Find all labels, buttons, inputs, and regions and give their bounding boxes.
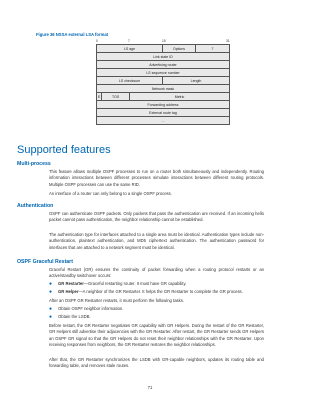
diagram-row — [96, 101, 230, 109]
term-description: —A neighbor of the GR Restarter. It helps the GR Restarter to complete the GR process. — [78, 289, 243, 294]
field-metric: Metric — [174, 94, 185, 99]
heading-ospf-graceful-restart: OSPF Graceful Restart — [17, 259, 73, 265]
bit-label-7: 7 — [128, 39, 130, 43]
field-network-mask: Network mask — [151, 86, 175, 91]
diagram-row — [96, 117, 230, 125]
gr-paragraph-4: After that, the GR Restarter synchronizes the LSDB with GR-capable neighbors, updates its routing table and forwarding table, and removes stale routes. — [49, 357, 264, 369]
field-advertising-router: Advertising router — [149, 62, 177, 67]
diagram-row — [96, 85, 230, 93]
field-forwarding-address: Forwarding address — [147, 102, 179, 107]
figure-caption: Figure 36 NSSA external LSA format — [36, 32, 109, 37]
heading-multi-process: Multi-process — [17, 161, 51, 167]
authentication-paragraph-2: The authentication type for interfaces attached to a single area must be identical. Authentication types include non-authentication, plaintext authentication, and MD5 ciphertext authentication. The authentication password for interfaces that are attached to a network segment must be identical. — [49, 232, 264, 250]
field-options: Options — [163, 45, 196, 52]
bullet-icon: ● — [49, 289, 53, 295]
term-description: —Graceful restarting router. It must have GR capability. — [83, 281, 187, 286]
bullet-icon: ● — [49, 314, 53, 320]
authentication-paragraph-1: OSPF can authenticate OSPF packets. Only packets that pass the authentication are received. If an incoming hello packet cannot pass authentication, the neighbor relationship cannot be established. — [49, 211, 264, 223]
gr-paragraph-1: Graceful Restart (GR) ensures the continuity of packet forwarding when a routing protocol restarts or an active/standby switchover occurs: — [49, 267, 264, 279]
field-e-bit: E — [97, 94, 101, 99]
heading-authentication: Authentication — [17, 203, 54, 209]
field-length: Length — [190, 78, 202, 83]
section-title: Supported features — [17, 144, 111, 156]
diagram-row — [96, 69, 230, 77]
multi-process-paragraph-2: An interface of a router can only belong to a single OSPF process. — [49, 191, 172, 196]
multi-process-paragraph-1: This feature allows multiple OSPF processes to run on a router both simultaneously and independently. Routing information interactions between different processes simulate interactions between different routing protocols. Multiple OSPF processes can use the same RID. — [49, 169, 264, 187]
list-item — [49, 314, 264, 321]
bit-label-0: 0 — [96, 39, 98, 43]
gr-paragraph-3: Before restart, the GR Restarter negotiates GR capability with GR Helpers. During the restart of the GR Restarter, GR Helpers still advertise their adjacencies with the GR Restarter. After restart, the GR Restarter sends GR Helpers an OSPF GR signal so that the GR Helpers do not reset their neighbor relationships with the GR Restarter. Upon receiving responses from neighbors, the GR Restarter restores the neighbor relationships. — [49, 323, 264, 348]
list-item-text — [58, 281, 264, 287]
term-gr-restarter: GR Restarter — [58, 281, 84, 286]
diagram-row — [96, 45, 230, 53]
page-number: 71 — [147, 385, 153, 390]
gr-paragraph-2: After an OSPF GR Restarter restarts, it must perform the following tasks. — [49, 298, 184, 303]
diagram-row — [96, 109, 230, 117]
list-item — [49, 281, 264, 288]
diagram-row — [96, 61, 230, 69]
list-item-text: Obtain OSPF neighbor information. — [58, 306, 124, 311]
diagram-row — [96, 77, 230, 85]
list-item — [49, 306, 264, 313]
field-external-route-tag: External route tag — [149, 110, 177, 115]
field-tos: TOS — [102, 93, 130, 100]
bit-label-15: 15 — [162, 39, 166, 43]
term-gr-helper: GR Helper — [58, 289, 79, 294]
list-item-text — [58, 289, 264, 295]
field-ls-sequence-number: LS sequence number — [146, 70, 180, 75]
list-item — [49, 289, 264, 296]
bullet-icon: ● — [49, 281, 53, 287]
bit-label-31: 31 — [226, 39, 230, 43]
list-item-text: Obtain the LSDB. — [58, 314, 91, 319]
bullet-icon: ● — [49, 306, 53, 312]
field-ls-type: 7 — [211, 46, 214, 51]
diagram-row — [96, 53, 230, 61]
lsa-format-diagram — [96, 44, 230, 125]
field-ls-checksum: LS checksum — [97, 77, 163, 84]
diagram-row — [96, 93, 230, 101]
field-link-state-id: Link state ID — [153, 54, 173, 59]
field-ls-age: LS age — [97, 45, 163, 52]
field-ellipsis: ... — [161, 118, 165, 123]
